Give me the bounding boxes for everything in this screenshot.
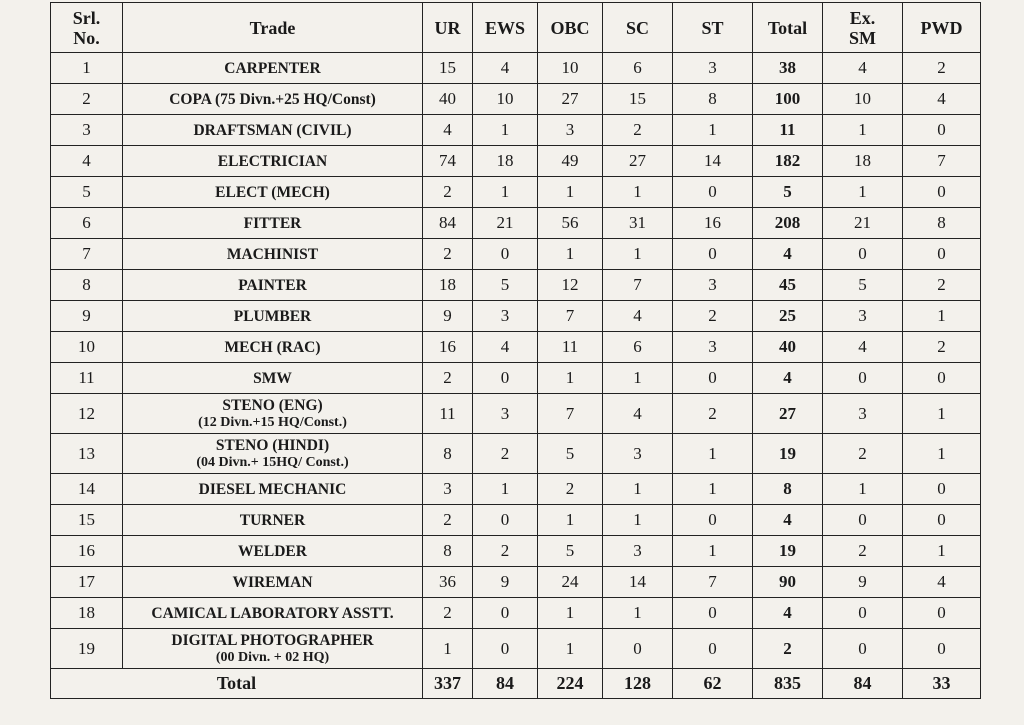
row-exsm: 1	[823, 115, 903, 146]
row-trade	[123, 332, 423, 363]
row-exsm: 5	[823, 270, 903, 301]
row-pwd: 1	[903, 434, 981, 474]
row-srl: 5	[51, 177, 123, 208]
row-exsm: 10	[823, 84, 903, 115]
table-row	[51, 84, 981, 115]
row-srl: 19	[51, 629, 123, 669]
row-exsm: 2	[823, 434, 903, 474]
header-ur: UR	[423, 3, 473, 53]
row-st: 14	[673, 146, 753, 177]
row-sc: 6	[603, 53, 673, 84]
row-trade-name: FITTER	[243, 214, 302, 232]
row-pwd: 2	[903, 332, 981, 363]
row-obc: 27	[538, 84, 603, 115]
table-row	[51, 332, 981, 363]
row-ews: 4	[473, 332, 538, 363]
row-sc: 6	[603, 332, 673, 363]
row-srl: 8	[51, 270, 123, 301]
row-obc: 3	[538, 115, 603, 146]
table-row	[51, 146, 981, 177]
row-pwd: 0	[903, 505, 981, 536]
row-trade-name: DIGITAL PHOTOGRAPHER	[171, 631, 374, 649]
table-row	[51, 208, 981, 239]
row-srl: 2	[51, 84, 123, 115]
row-total: 100	[753, 84, 823, 115]
header-exsm: Ex. SM	[823, 3, 903, 53]
row-ur: 2	[423, 598, 473, 629]
row-obc: 2	[538, 474, 603, 505]
row-ews: 21	[473, 208, 538, 239]
row-exsm: 0	[823, 239, 903, 270]
table-row	[51, 53, 981, 84]
row-srl: 13	[51, 434, 123, 474]
row-ews: 3	[473, 301, 538, 332]
row-trade-name: PLUMBER	[233, 307, 312, 325]
row-total: 2	[753, 629, 823, 669]
row-trade	[123, 53, 423, 84]
row-exsm: 0	[823, 505, 903, 536]
totals-total: 835	[753, 669, 823, 699]
row-sc: 4	[603, 394, 673, 434]
row-ews: 10	[473, 84, 538, 115]
row-pwd: 0	[903, 598, 981, 629]
row-ur: 18	[423, 270, 473, 301]
row-exsm: 0	[823, 629, 903, 669]
row-st: 3	[673, 332, 753, 363]
row-srl: 15	[51, 505, 123, 536]
row-obc: 7	[538, 301, 603, 332]
row-obc: 1	[538, 239, 603, 270]
row-pwd: 7	[903, 146, 981, 177]
row-sc: 1	[603, 505, 673, 536]
row-total: 4	[753, 363, 823, 394]
row-sc: 1	[603, 363, 673, 394]
row-sc: 0	[603, 629, 673, 669]
row-ur: 40	[423, 84, 473, 115]
row-ur: 9	[423, 301, 473, 332]
row-trade	[123, 536, 423, 567]
header-ews: EWS	[473, 3, 538, 53]
row-trade	[123, 363, 423, 394]
totals-exsm: 84	[823, 669, 903, 699]
row-st: 0	[673, 239, 753, 270]
row-st: 7	[673, 567, 753, 598]
header-st: ST	[673, 3, 753, 53]
row-total: 40	[753, 332, 823, 363]
row-trade-name: PAINTER	[238, 276, 307, 294]
row-sc: 1	[603, 239, 673, 270]
totals-pwd: 33	[903, 669, 981, 699]
row-trade	[123, 505, 423, 536]
row-sc: 31	[603, 208, 673, 239]
row-trade	[123, 434, 423, 474]
row-ur: 2	[423, 177, 473, 208]
table-row	[51, 598, 981, 629]
row-total: 182	[753, 146, 823, 177]
row-st: 3	[673, 270, 753, 301]
row-pwd: 1	[903, 301, 981, 332]
row-ews: 0	[473, 598, 538, 629]
row-obc: 1	[538, 598, 603, 629]
table-row	[51, 363, 981, 394]
row-trade-name: CAMICAL LABORATORY ASSTT.	[151, 604, 394, 622]
row-exsm: 4	[823, 332, 903, 363]
row-st: 8	[673, 84, 753, 115]
header-pwd: PWD	[903, 3, 981, 53]
row-trade	[123, 146, 423, 177]
row-sc: 7	[603, 270, 673, 301]
row-pwd: 4	[903, 567, 981, 598]
row-st: 0	[673, 598, 753, 629]
vacancy-table-sheet	[50, 2, 980, 699]
totals-row	[51, 669, 981, 699]
row-obc: 24	[538, 567, 603, 598]
row-obc: 1	[538, 629, 603, 669]
row-ur: 4	[423, 115, 473, 146]
row-exsm: 0	[823, 598, 903, 629]
row-trade	[123, 598, 423, 629]
row-ews: 9	[473, 567, 538, 598]
row-ur: 8	[423, 536, 473, 567]
row-srl: 17	[51, 567, 123, 598]
row-total: 25	[753, 301, 823, 332]
row-total: 4	[753, 239, 823, 270]
row-st: 1	[673, 536, 753, 567]
row-ur: 2	[423, 505, 473, 536]
row-ur: 15	[423, 53, 473, 84]
row-pwd: 0	[903, 629, 981, 669]
row-trade	[123, 239, 423, 270]
row-exsm: 21	[823, 208, 903, 239]
row-trade-name: ELECTRICIAN	[217, 152, 328, 170]
row-ur: 2	[423, 239, 473, 270]
row-sc: 1	[603, 598, 673, 629]
table-row	[51, 394, 981, 434]
row-exsm: 3	[823, 394, 903, 434]
table-row	[51, 536, 981, 567]
row-exsm: 9	[823, 567, 903, 598]
totals-sc: 128	[603, 669, 673, 699]
table-row	[51, 177, 981, 208]
row-ews: 1	[473, 177, 538, 208]
table-row	[51, 301, 981, 332]
row-exsm: 1	[823, 474, 903, 505]
row-pwd: 0	[903, 239, 981, 270]
row-total: 19	[753, 434, 823, 474]
row-srl: 4	[51, 146, 123, 177]
row-ur: 74	[423, 146, 473, 177]
row-exsm: 18	[823, 146, 903, 177]
row-sc: 2	[603, 115, 673, 146]
table-row	[51, 474, 981, 505]
row-trade-name: ELECT (MECH)	[215, 183, 330, 201]
row-obc: 11	[538, 332, 603, 363]
row-pwd: 0	[903, 177, 981, 208]
row-total: 45	[753, 270, 823, 301]
table-body	[51, 53, 981, 669]
row-ews: 1	[473, 115, 538, 146]
row-ews: 4	[473, 53, 538, 84]
row-ur: 8	[423, 434, 473, 474]
row-ur: 36	[423, 567, 473, 598]
row-trade	[123, 301, 423, 332]
row-st: 0	[673, 177, 753, 208]
row-trade-name: WELDER	[238, 542, 307, 560]
totals-ur: 337	[423, 669, 473, 699]
header-obc: OBC	[538, 3, 603, 53]
row-srl: 11	[51, 363, 123, 394]
row-trade	[123, 629, 423, 669]
row-ews: 18	[473, 146, 538, 177]
row-srl: 10	[51, 332, 123, 363]
table-row	[51, 434, 981, 474]
row-srl: 1	[51, 53, 123, 84]
row-total: 4	[753, 505, 823, 536]
row-st: 1	[673, 434, 753, 474]
row-trade-name: TURNER	[239, 511, 306, 529]
table-row	[51, 270, 981, 301]
row-st: 16	[673, 208, 753, 239]
row-trade	[123, 567, 423, 598]
row-pwd: 2	[903, 53, 981, 84]
row-st: 1	[673, 474, 753, 505]
header-row	[51, 3, 981, 53]
row-st: 0	[673, 363, 753, 394]
row-total: 4	[753, 598, 823, 629]
row-trade	[123, 84, 423, 115]
row-trade-name: MECH (RAC)	[224, 338, 321, 356]
row-trade-name: STENO (HINDI)	[215, 436, 330, 454]
row-srl: 16	[51, 536, 123, 567]
row-ews: 0	[473, 363, 538, 394]
row-trade	[123, 115, 423, 146]
row-obc: 1	[538, 505, 603, 536]
row-total: 90	[753, 567, 823, 598]
row-srl: 18	[51, 598, 123, 629]
row-pwd: 1	[903, 536, 981, 567]
row-exsm: 3	[823, 301, 903, 332]
row-pwd: 2	[903, 270, 981, 301]
row-obc: 56	[538, 208, 603, 239]
row-srl: 14	[51, 474, 123, 505]
row-ews: 3	[473, 394, 538, 434]
row-pwd: 4	[903, 84, 981, 115]
row-total: 11	[753, 115, 823, 146]
row-obc: 1	[538, 363, 603, 394]
row-trade	[123, 208, 423, 239]
row-obc: 1	[538, 177, 603, 208]
row-total: 38	[753, 53, 823, 84]
row-trade-note: (04 Divn.+ 15HQ/ Const.)	[196, 454, 349, 470]
row-total: 19	[753, 536, 823, 567]
row-pwd: 0	[903, 363, 981, 394]
row-obc: 5	[538, 536, 603, 567]
row-sc: 1	[603, 177, 673, 208]
table-row	[51, 629, 981, 669]
row-sc: 3	[603, 536, 673, 567]
row-total: 5	[753, 177, 823, 208]
row-ews: 2	[473, 434, 538, 474]
row-st: 3	[673, 53, 753, 84]
row-trade-note: (00 Divn. + 02 HQ)	[215, 649, 330, 665]
row-srl: 9	[51, 301, 123, 332]
row-pwd: 8	[903, 208, 981, 239]
row-total: 8	[753, 474, 823, 505]
row-ews: 2	[473, 536, 538, 567]
table-row	[51, 505, 981, 536]
table-row	[51, 567, 981, 598]
row-srl: 7	[51, 239, 123, 270]
row-sc: 15	[603, 84, 673, 115]
row-ur: 11	[423, 394, 473, 434]
row-trade	[123, 394, 423, 434]
row-sc: 14	[603, 567, 673, 598]
row-trade-name: DRAFTSMAN (CIVIL)	[193, 121, 352, 139]
totals-obc: 224	[538, 669, 603, 699]
row-st: 2	[673, 394, 753, 434]
table-row	[51, 239, 981, 270]
totals-ews: 84	[473, 669, 538, 699]
row-srl: 12	[51, 394, 123, 434]
row-trade-name: DIESEL MECHANIC	[198, 480, 347, 498]
row-obc: 49	[538, 146, 603, 177]
header-total: Total	[753, 3, 823, 53]
row-st: 2	[673, 301, 753, 332]
row-ur: 3	[423, 474, 473, 505]
row-ews: 0	[473, 629, 538, 669]
row-trade-note: (12 Divn.+15 HQ/Const.)	[198, 414, 347, 430]
row-ur: 16	[423, 332, 473, 363]
row-sc: 4	[603, 301, 673, 332]
vacancy-table	[50, 2, 981, 699]
totals-label: Total	[51, 669, 423, 699]
row-trade-name: MACHINIST	[226, 245, 319, 263]
row-trade	[123, 177, 423, 208]
row-st: 1	[673, 115, 753, 146]
row-total: 208	[753, 208, 823, 239]
row-exsm: 2	[823, 536, 903, 567]
header-srl: Srl. No.	[51, 3, 123, 53]
row-trade-name: WIREMAN	[232, 573, 313, 591]
row-trade-name: CARPENTER	[224, 59, 321, 77]
row-exsm: 0	[823, 363, 903, 394]
row-ews: 1	[473, 474, 538, 505]
row-ur: 84	[423, 208, 473, 239]
row-pwd: 1	[903, 394, 981, 434]
header-sc: SC	[603, 3, 673, 53]
header-trade: Trade	[123, 3, 423, 53]
row-srl: 3	[51, 115, 123, 146]
row-obc: 12	[538, 270, 603, 301]
row-ews: 5	[473, 270, 538, 301]
row-trade	[123, 474, 423, 505]
row-sc: 27	[603, 146, 673, 177]
row-srl: 6	[51, 208, 123, 239]
row-trade	[123, 270, 423, 301]
row-trade-name: COPA (75 Divn.+25 HQ/Const)	[169, 90, 376, 108]
row-st: 0	[673, 505, 753, 536]
row-ur: 1	[423, 629, 473, 669]
row-trade-name: STENO (ENG)	[222, 396, 323, 414]
row-trade-name: SMW	[253, 369, 292, 387]
row-pwd: 0	[903, 474, 981, 505]
row-sc: 3	[603, 434, 673, 474]
row-sc: 1	[603, 474, 673, 505]
row-exsm: 1	[823, 177, 903, 208]
table-row	[51, 115, 981, 146]
row-ur: 2	[423, 363, 473, 394]
row-total: 27	[753, 394, 823, 434]
totals-st: 62	[673, 669, 753, 699]
row-ews: 0	[473, 239, 538, 270]
row-obc: 7	[538, 394, 603, 434]
row-obc: 10	[538, 53, 603, 84]
row-exsm: 4	[823, 53, 903, 84]
row-st: 0	[673, 629, 753, 669]
row-ews: 0	[473, 505, 538, 536]
row-pwd: 0	[903, 115, 981, 146]
row-obc: 5	[538, 434, 603, 474]
